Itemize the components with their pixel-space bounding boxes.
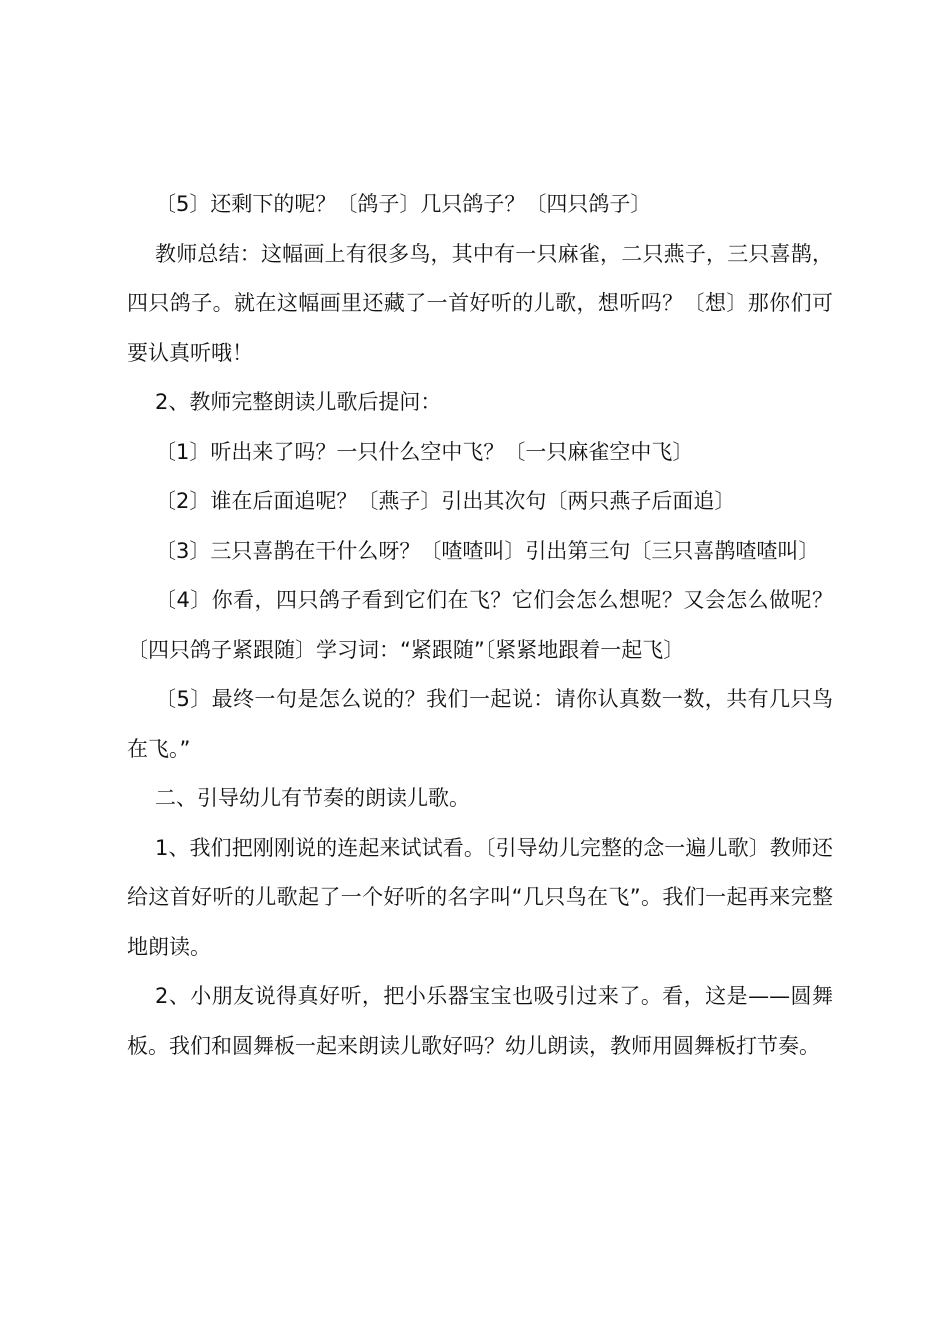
paragraph-question-2-swallows: 〔2〕谁在后面追呢？〔燕子〕引出其次句〔两只燕子后面追〕 xyxy=(155,489,736,513)
paragraph-section-2-heading: 二、引导幼儿有节奏的朗读儿歌。 xyxy=(155,786,470,810)
paragraph-question-5-last-line: 〔5〕最终一句是怎么说的？我们一起说：请你认真数一数，共有几只鸟在飞。” xyxy=(127,687,833,761)
paragraph-question-5-pigeons: 〔5〕还剩下的呢？〔鸽子〕几只鸽子？〔四只鸽子〕 xyxy=(155,192,652,216)
paragraph-section-2-step-2: 2、小朋友说得真好听，把小乐器宝宝也吸引过来了。看，这是——圆舞板。我们和圆舞板一起来朗读儿歌好吗？幼儿朗读，教师用圆舞板打节奏。 xyxy=(127,984,833,1058)
paragraph-step-2-heading: 2、教师完整朗读儿歌后提问： xyxy=(155,390,442,414)
paragraph-question-4-pigeons-follow: 〔4〕你看，四只鸽子看到它们在飞？它们会怎么想呢？又会怎么做呢？〔四只鸽子紧跟随〕学习词：“紧跟随”〔紧紧地跟着一起飞〕 xyxy=(127,588,833,662)
document-body xyxy=(127,180,833,1071)
paragraph-question-3-magpies: 〔3〕三只喜鹊在干什么呀？〔喳喳叫〕引出第三句〔三只喜鹊喳喳叫〕 xyxy=(155,538,820,563)
paragraph-question-1-sparrow: 〔1〕听出来了吗？一只什么空中飞？〔一只麻雀空中飞〕 xyxy=(155,439,694,464)
paragraph-teacher-summary: 教师总结：这幅画上有很多鸟，其中有一只麻雀，二只燕子，三只喜鹊，四只鸽子。就在这幅画里还藏了一首好听的儿歌，想听吗？〔想〕那你们可要认真听哦！ xyxy=(127,241,833,365)
paragraph-section-2-step-1: 1、我们把刚刚说的连起来试试看。〔引导幼儿完整的念一遍儿歌〕教师还给这首好听的儿歌起了一个好听的名字叫“几只鸟在飞”。我们一起再来完整地朗读。 xyxy=(127,835,833,959)
